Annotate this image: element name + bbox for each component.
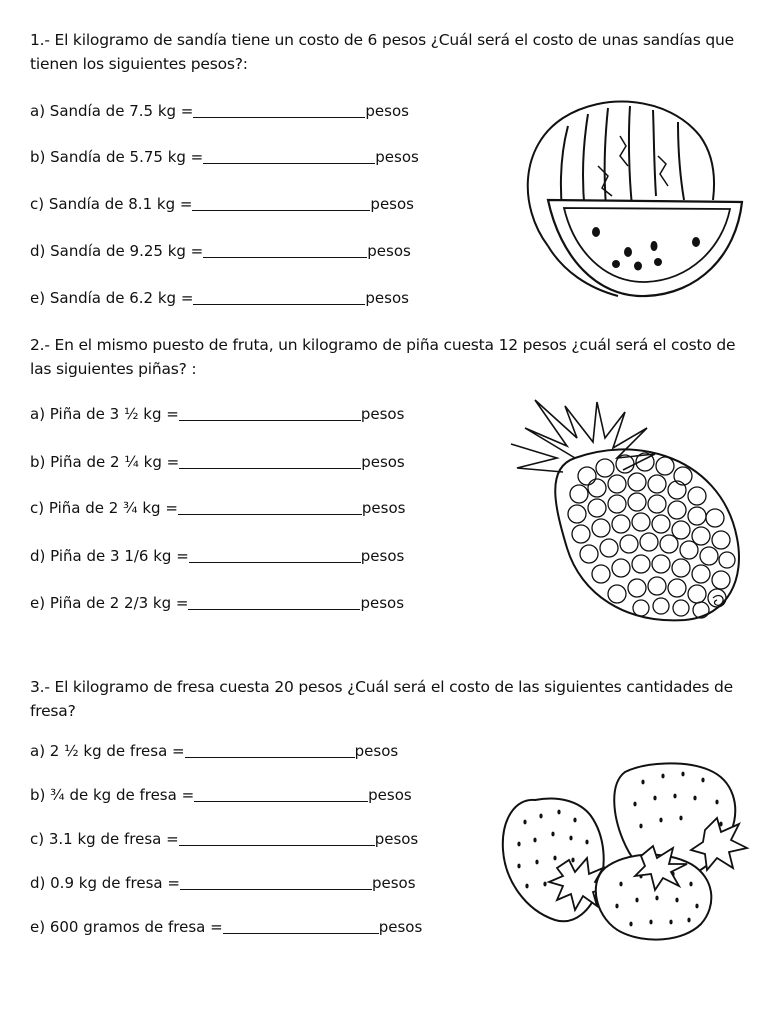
q3-item-b-answer-line[interactable] [194, 787, 368, 802]
question-2-title: 2.- En el mismo puesto de fruta, un kilogramo de piña cuesta 12 pesos ¿cuál será el costo de las siguientes piñas? : [30, 336, 736, 378]
q3-item-a-label: a) 2 ½ kg de fresa = [30, 742, 185, 760]
q2-item-e-answer-line[interactable] [188, 595, 360, 610]
q2-item-c-label: c) Piña de 2 ¾ kg = [30, 499, 178, 517]
q1-item-e-label: e) Sandía de 6.2 kg = [30, 289, 194, 307]
q3-item-d-answer-line[interactable] [180, 875, 372, 890]
q1-item-b-answer-line[interactable] [203, 149, 375, 164]
q2-item-d-unit: pesos [360, 547, 405, 565]
q1-item-a-label: a) Sandía de 7.5 kg = [30, 102, 194, 120]
q3-item-c-label: c) 3.1 kg de fresa = [30, 830, 179, 848]
q1-item-d-unit: pesos [367, 242, 411, 260]
q1-item-e-answer-line[interactable] [193, 290, 365, 305]
pineapple-illustration [505, 398, 755, 628]
q1-item-c-label: c) Sandía de 8.1 kg = [30, 195, 193, 213]
q2-item-a-label: a) Piña de 3 ½ kg = [30, 405, 179, 423]
q2-item-b-unit: pesos [361, 453, 405, 471]
q1-item-c-answer-line[interactable] [192, 196, 370, 211]
q2-item-d-answer-line[interactable] [189, 548, 361, 563]
q2-item-a-answer-line[interactable] [179, 406, 361, 421]
q3-item-a-answer-line[interactable] [185, 743, 355, 758]
q3-item-a [30, 741, 398, 761]
q2-item-b-answer-line[interactable] [179, 454, 361, 469]
q2-item-b-label: b) Piña de 2 ¼ kg = [30, 453, 180, 471]
q1-item-c [30, 194, 414, 214]
strawberries-illustration [495, 760, 755, 945]
q1-item-b-label: b) Sandía de 5.75 kg = [30, 148, 204, 166]
q2-item-e [30, 593, 404, 613]
q1-item-e [30, 288, 409, 308]
q2-item-a-unit: pesos [360, 405, 405, 423]
q3-item-b [30, 785, 412, 805]
q1-item-b-unit: pesos [375, 148, 419, 166]
q2-item-d-label: d) Piña de 3 1/6 kg = [30, 547, 189, 565]
q3-item-e-answer-line[interactable] [223, 919, 379, 934]
q1-item-c-unit: pesos [370, 195, 414, 213]
q2-item-a [30, 404, 404, 424]
q1-item-a [30, 101, 409, 121]
q3-item-d [30, 873, 416, 893]
q3-item-d-label: d) 0.9 kg de fresa = [30, 874, 180, 892]
q1-item-d [30, 241, 411, 261]
q2-item-c-answer-line[interactable] [178, 500, 362, 515]
q1-item-a-unit: pesos [365, 102, 409, 120]
question-1-title: 1.- El kilogramo de sandía tiene un costo de 6 pesos ¿Cuál será el costo de unas sandías que tienen los siguientes pesos?: [30, 31, 734, 73]
q1-item-a-answer-line[interactable] [193, 103, 365, 118]
q2-item-c [30, 498, 405, 518]
q1-item-b [30, 147, 419, 167]
q2-item-c-unit: pesos [361, 499, 406, 517]
q3-item-c [30, 829, 418, 849]
q3-item-a-unit: pesos [354, 742, 399, 760]
q3-item-e-unit: pesos [378, 918, 423, 936]
watermelon-illustration [508, 96, 753, 306]
q3-item-e-label: e) 600 gramos de fresa = [30, 918, 223, 936]
q3-item-b-unit: pesos [368, 786, 412, 804]
q2-item-d [30, 546, 404, 566]
q2-item-e-unit: pesos [360, 594, 405, 612]
q3-item-e [30, 917, 422, 937]
q1-item-d-answer-line[interactable] [203, 243, 367, 258]
q3-item-c-unit: pesos [374, 830, 419, 848]
q3-item-d-unit: pesos [371, 874, 416, 892]
q1-item-d-label: d) Sandía de 9.25 kg = [30, 242, 204, 260]
question-3-title: 3.- El kilogramo de fresa cuesta 20 pesos ¿Cuál será el costo de las siguientes cantidades de fresa? [30, 678, 734, 720]
q3-item-b-label: b) ¾ de kg de fresa = [30, 786, 195, 804]
q3-item-c-answer-line[interactable] [179, 831, 375, 846]
q2-item-b [30, 452, 405, 472]
q1-item-e-unit: pesos [365, 289, 409, 307]
q2-item-e-label: e) Piña de 2 2/3 kg = [30, 594, 189, 612]
